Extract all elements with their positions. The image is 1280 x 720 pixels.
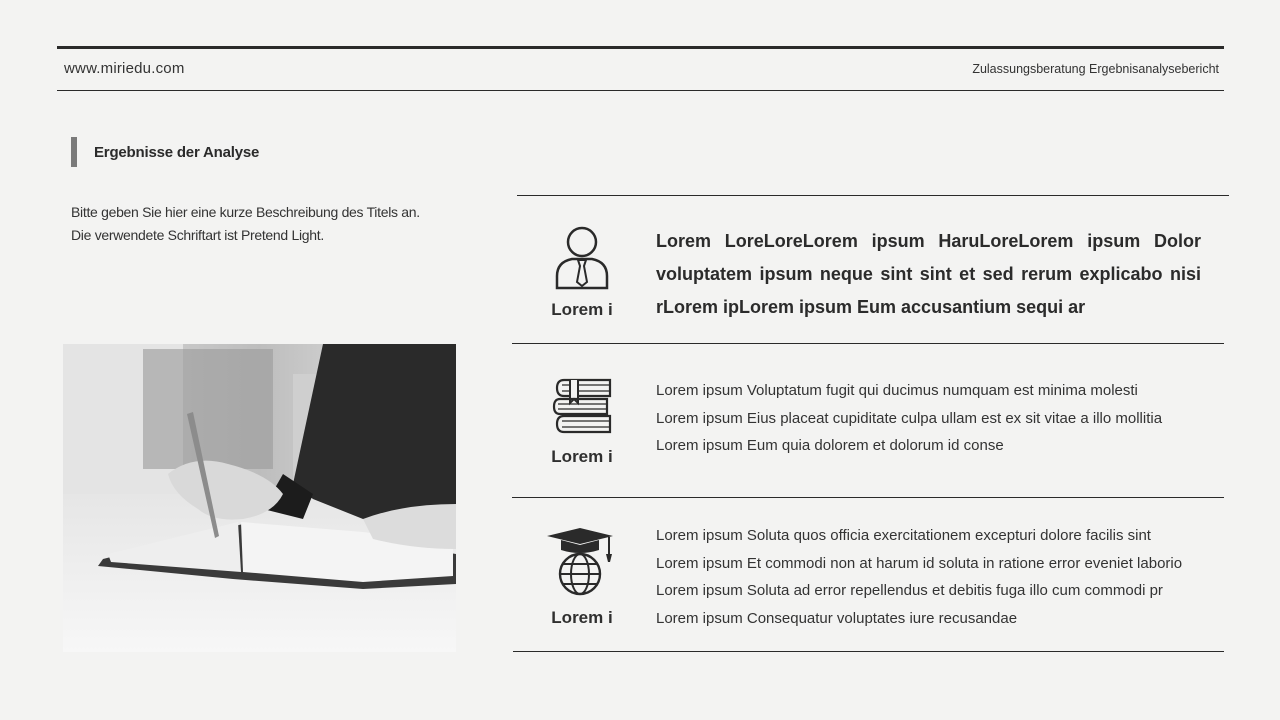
row-text-line: Lorem ipsum Soluta quos officia exercitationem excepturi dolore facilis sint <box>656 527 1151 544</box>
graduation-globe-icon <box>542 526 622 601</box>
row-text-lines <box>656 377 1162 460</box>
row-text-line: Lorem ipsum Eum quia dolorem et dolorum id conse <box>656 437 1004 454</box>
row-text-lines <box>656 522 1182 632</box>
header-bottom-rule <box>57 90 1224 91</box>
description-line: Bitte geben Sie hier eine kurze Beschreibung des Titels an. <box>71 204 420 220</box>
writing-in-notebook-photo <box>63 344 456 652</box>
row-text-line: Lorem ipsum Et commodi non at harum id soluta in ratione error eveniet laborio <box>656 554 1183 572</box>
site-url[interactable]: www.miriedu.com <box>64 60 185 77</box>
section-title: Ergebnisse der Analyse <box>94 144 260 161</box>
row-divider <box>517 195 1229 196</box>
row-divider <box>512 497 1224 498</box>
row-text-line: Lorem ipsum Voluptatum fugit qui ducimus numquam est minima molesti <box>656 382 1138 399</box>
report-title: Zulassungsberatung Ergebnisanalysebericht <box>972 62 1219 76</box>
row-divider <box>512 343 1224 344</box>
row-label: Lorem i <box>551 300 613 319</box>
row-text-line: Lorem ipsum Consequatur voluptates iure recusandae <box>656 609 1018 627</box>
description-line: Die verwendete Schriftart ist Pretend Light. <box>71 227 324 243</box>
header-top-rule <box>57 46 1224 49</box>
row-text-line: Lorem ipsum Soluta ad error repellendus et debitis fuga illo cum commodi pr <box>656 582 1163 599</box>
row-text-line: Lorem ipsum Eius placeat cupiditate culpa ullam est ex sit vitae a illo mollitia <box>656 409 1163 427</box>
row-bold-text: Lorem LoreLoreLorem ipsum HaruLoreLorem ipsum Dolor voluptatem ipsum neque sint sint et sed rerum explicabo nisi rLorem ipLorem ipsum Eum accusantium sequi ar <box>656 231 1201 317</box>
section-description <box>71 201 491 247</box>
row-label: Lorem i <box>551 608 613 627</box>
section-accent-bar <box>71 137 77 167</box>
row-divider <box>513 651 1224 652</box>
row-label: Lorem i <box>551 447 613 466</box>
person-tie-icon <box>542 224 622 295</box>
writing-photo <box>63 344 456 652</box>
books-stack-icon <box>542 377 622 440</box>
